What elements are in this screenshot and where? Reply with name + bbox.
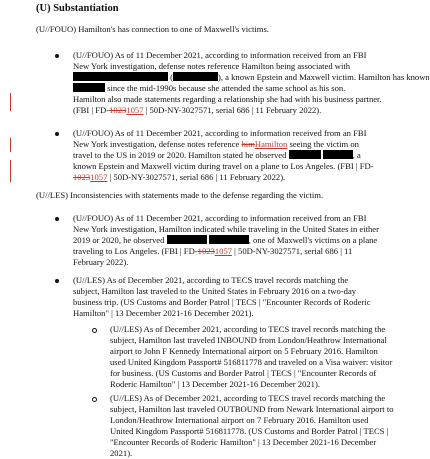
b2-line-4: known Epstein and Maxwell victim during travel on a plane to Los Angeles. (FBI | FD- bbox=[73, 161, 374, 171]
s1-line-6: Roderic Hamilton" | 13 December 2021-16 December 2021). bbox=[110, 379, 320, 389]
b3-line-4: traveling to Los Angeles. (FBI | FD-10231057 | 50D-NY-3027571, serial 686 | 11 bbox=[73, 246, 353, 256]
redaction-box bbox=[173, 72, 218, 81]
b2-line-5: 10231057 | 50D-NY-3027571, serial 686 | 11 February 2022). bbox=[73, 172, 286, 182]
s2-line-3: London/Heathrow International airport on 7 February 2016. Hamilton used bbox=[110, 415, 369, 425]
change-bar bbox=[10, 93, 11, 111]
change-bar bbox=[10, 138, 11, 152]
b3-line-1: (U//FOUO) As of 11 December 2021, according to information received from an FBI bbox=[73, 213, 367, 223]
deleted-text: 1023 bbox=[73, 172, 91, 182]
inserted-text: 1057 bbox=[126, 105, 144, 115]
b4-line-3: business trip. (US Customs and Border Patrol | TECS | "Encounter Records of Roderic bbox=[73, 297, 371, 307]
s1-line-4: used United Kingdom Passport# 516811778 and traveled on a Visa waiver: visitor bbox=[110, 357, 393, 367]
s1-line-1: (U//LES) As of December 2021, according to TECS travel records matching the bbox=[110, 324, 386, 334]
b4-line-2: subject, Hamilton last traveled to the United States in February 2016 on a two-day bbox=[73, 286, 357, 296]
s2-line-5: "Encounter Records of Roderic Hamilton" | 13 December 2021-16 December bbox=[110, 437, 377, 447]
deleted-text: 1023 bbox=[109, 105, 127, 115]
s1-line-2: subject, Hamilton last traveled INBOUND from London/Heathrow International bbox=[110, 335, 387, 345]
change-bar bbox=[10, 160, 11, 182]
s2-line-2: subject, Hamilton last traveled OUTBOUND from Newark International airport to bbox=[110, 404, 394, 414]
bullet-3 bbox=[55, 217, 59, 221]
b1-line-5: Hamilton also made statements regarding a relationship she had with his business partner. bbox=[73, 94, 382, 104]
intro-statement-1: (U//FOUO) Hamilton's has connection to one of Maxwell's victims. bbox=[36, 24, 269, 34]
bullet-2 bbox=[55, 132, 59, 136]
s1-line-5: for business. (US Customs and Border Patrol | TECS | "Encounter Records of bbox=[110, 368, 377, 378]
redaction-box bbox=[323, 150, 353, 159]
b4-line-4: Hamilton" | 13 December 2021-16 December 2021). bbox=[73, 308, 254, 318]
sub-bullet-1 bbox=[92, 328, 97, 333]
redaction-box bbox=[289, 150, 321, 159]
s1-line-3: airport to John F Kennedy International airport on 5 February 2016. Hamilton bbox=[110, 346, 378, 356]
s2-line-1: (U//LES) As of December 2021, according to TECS travel records matching the bbox=[110, 393, 386, 403]
b2-line-3: travel to the US in 2019 or 2020. Hamilton stated he observed , a bbox=[73, 150, 361, 160]
redaction-box bbox=[73, 72, 168, 81]
b1-line-3: ( ), a known Epstein and Maxwell victim. Hamilton has known bbox=[73, 72, 430, 83]
redaction-box bbox=[209, 235, 249, 244]
inserted-text: Hamilton bbox=[254, 139, 288, 149]
section-title: (U) Substantiation bbox=[36, 3, 119, 14]
bullet-4 bbox=[55, 279, 59, 283]
b4-line-1: (U//LES) As of December 2021, according to TECS travel records matching the bbox=[73, 275, 349, 285]
b1-line-6: (FBI | FD-10231057 | 50D-NY-3027571, serial 686 | 11 February 2022). bbox=[73, 105, 322, 115]
b3-line-3: 2019 or 2020, he observed , one of Maxwell's victims on a plane bbox=[73, 235, 378, 245]
bullet-1 bbox=[55, 54, 59, 58]
deleted-text: him bbox=[241, 139, 255, 149]
intro-statement-2: (U//LES) Inconsistencies with statements made to the defense regarding the victim. bbox=[36, 190, 324, 200]
redaction-box bbox=[167, 235, 207, 244]
sub-bullet-2 bbox=[92, 397, 97, 402]
s2-line-4: United Kingdom Passport# 516811778. (US Customs and Border Patrol | TECS | bbox=[110, 426, 389, 436]
b2-line-1: (U//FOUO) As of 11 December 2021, according to information received from an FBI bbox=[73, 128, 367, 138]
b1-line-2: New York investigation, defense notes reference Hamilton being associated with bbox=[73, 61, 351, 71]
b3-line-2: New York investigation, Hamilton indicated while traveling in the United States in either bbox=[73, 224, 379, 234]
redaction-box bbox=[73, 83, 105, 92]
b3-line-5: February 2022). bbox=[73, 257, 129, 267]
inserted-text: 1057 bbox=[90, 172, 108, 182]
deleted-text: 1023 bbox=[197, 246, 215, 256]
b2-line-2: New York investigation, defense notes reference himHamilton seeing the victim on bbox=[73, 139, 359, 149]
inserted-text: 1057 bbox=[214, 246, 233, 256]
b1-line-4: since the mid-1990s because she attended the same school as his son. bbox=[73, 83, 345, 94]
b1-line-1: (U//FOUO) As of 11 December 2021, according to information received from an FBI bbox=[73, 50, 367, 60]
s2-line-6: 2021). bbox=[110, 448, 133, 458]
